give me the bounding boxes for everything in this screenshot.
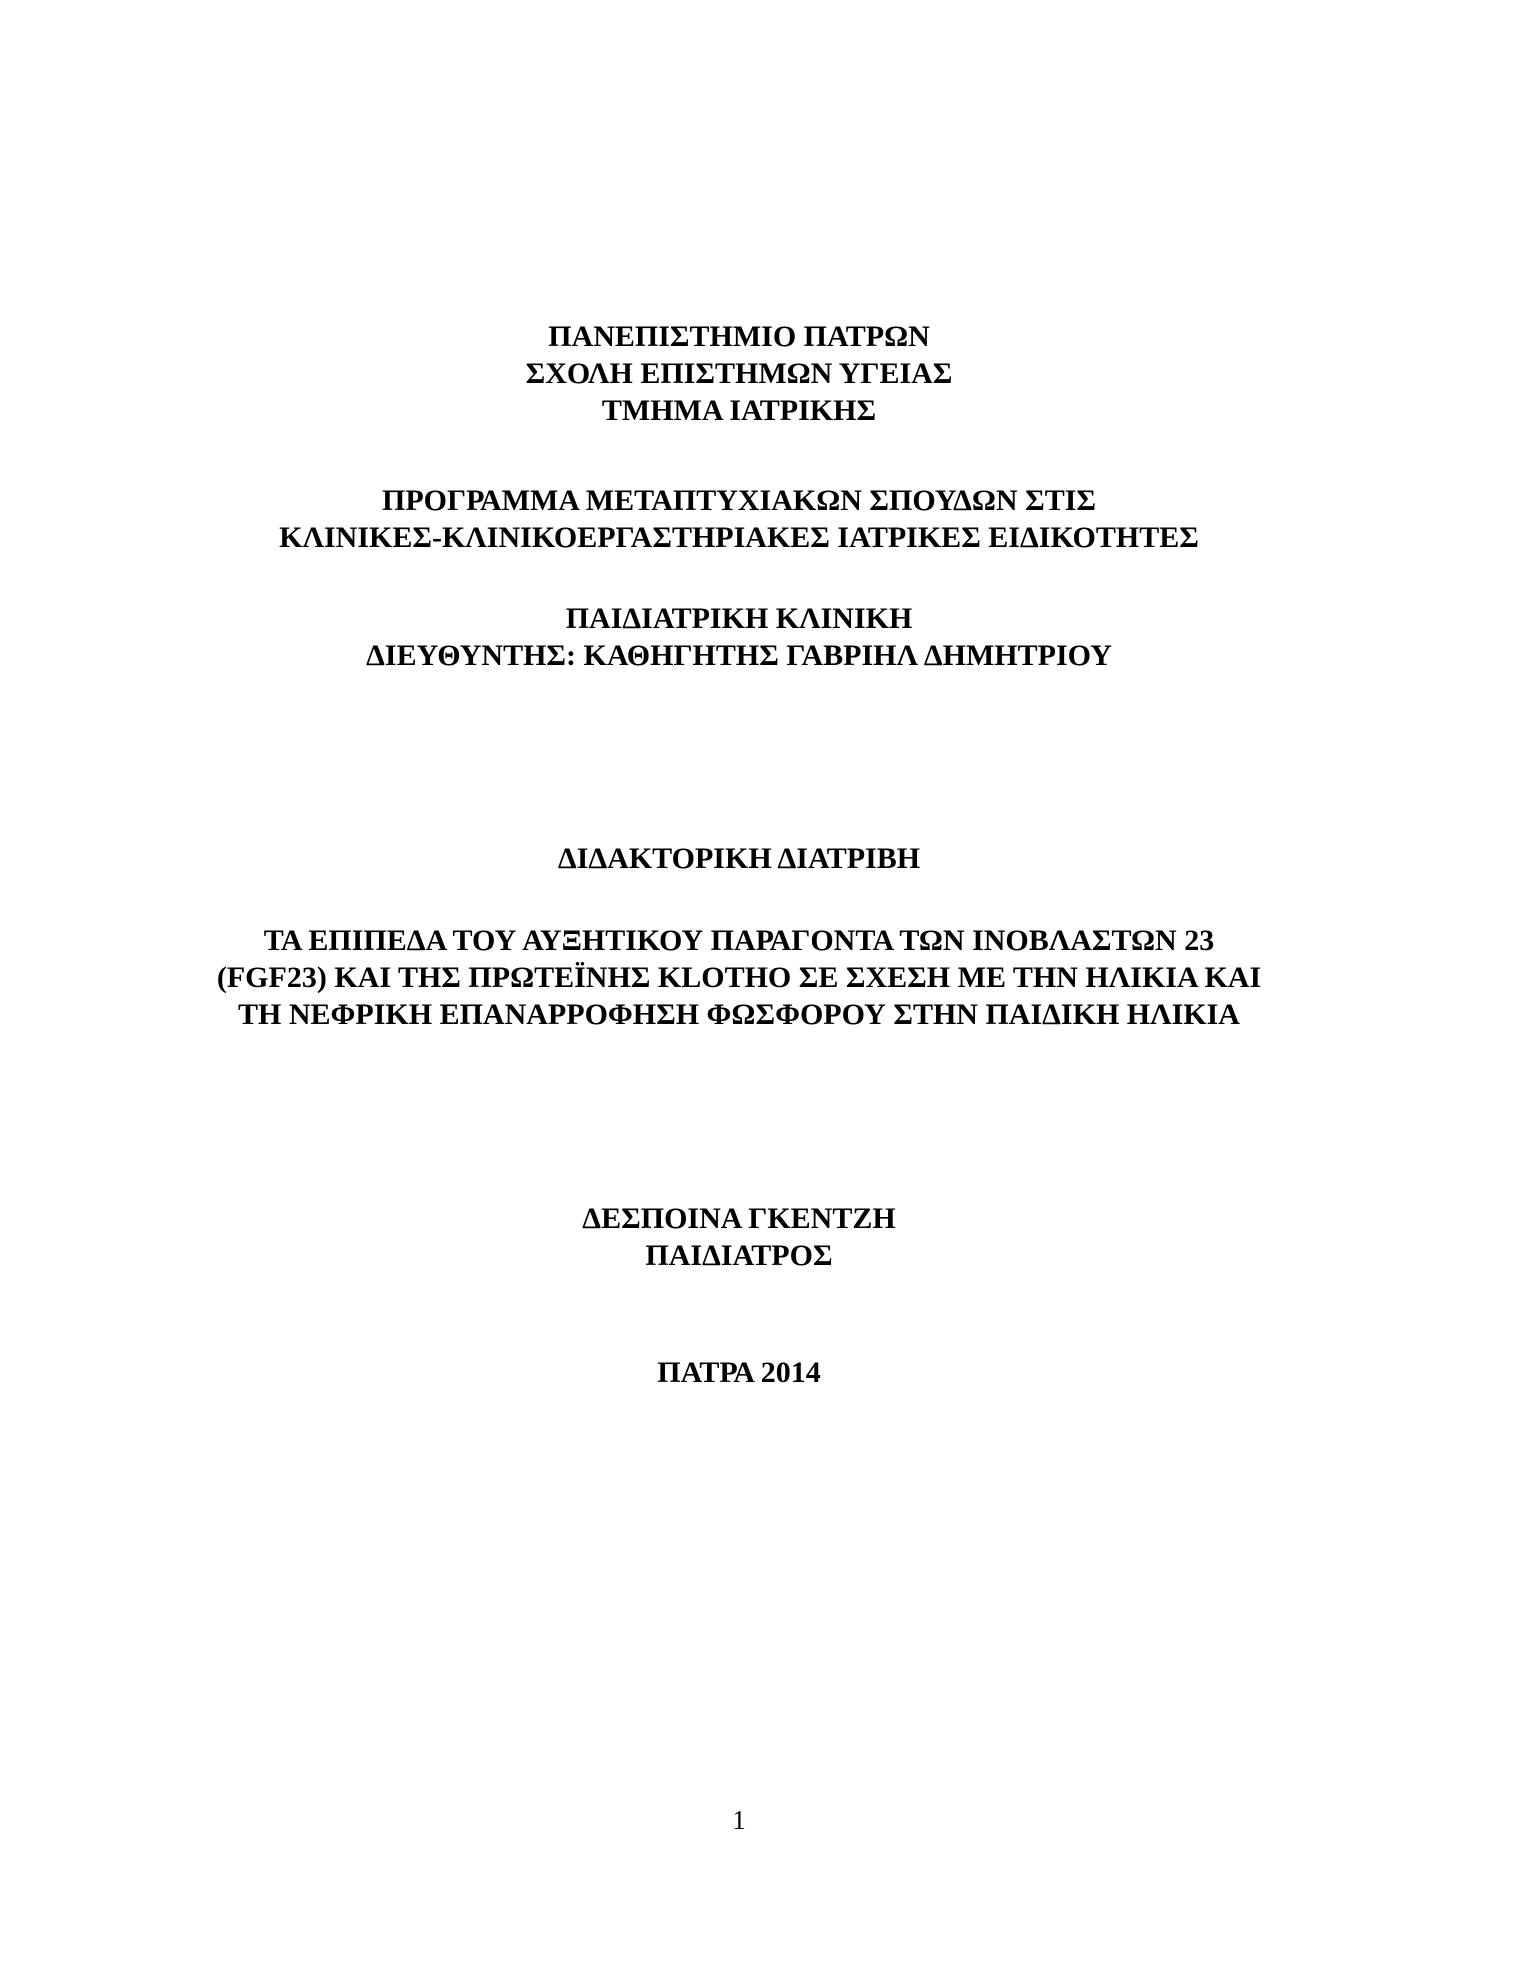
department-name: ΤΜΗΜΑ ΙΑΤΡΙΚΗΣ	[601, 394, 877, 427]
clinic-heading	[0, 600, 1478, 674]
author-specialty: ΠΑΙΔΙΑΤΡΟΣ	[645, 1239, 833, 1272]
thesis-title-line-2: (FGF23) ΚΑΙ ΤΗΣ ΠΡΩΤΕΪΝΗΣ KLOTHO ΣΕ ΣΧΕΣΗ ΜΕ ΤΗΝ ΗΛΙΚΙΑ ΚΑΙ	[216, 961, 1262, 994]
thesis-type-label: ΔΙΔΑΚΤΟΡΙΚΗ ΔΙΑΤΡΙΒΗ	[557, 842, 921, 875]
thesis-title	[0, 922, 1478, 1033]
place-year-text: ΠΑΤΡΑ 2014	[657, 1356, 821, 1389]
thesis-title-line-3: ΤΗ ΝΕΦΡΙΚΗ ΕΠΑΝΑΡΡΟΦΗΣΗ ΦΩΣΦΟΡΟΥ ΣΤΗΝ ΠΑΙΔΙΚΗ ΗΛΙΚΙΑ	[238, 998, 1240, 1031]
program-heading	[0, 482, 1478, 556]
university-header	[0, 318, 1478, 429]
program-line-1: ΠΡΟΓΡΑΜΜΑ ΜΕΤΑΠΤΥΧΙΑΚΩΝ ΣΠΟΥΔΩΝ ΣΤΙΣ	[381, 484, 1097, 517]
author-info	[0, 1200, 1478, 1274]
thesis-type	[0, 840, 1478, 877]
school-name: ΣΧΟΛΗ ΕΠΙΣΤΗΜΩΝ ΥΓΕΙΑΣ	[525, 357, 953, 390]
university-name: ΠΑΝΕΠΙΣΤΗΜΙΟ ΠΑΤΡΩΝ	[548, 320, 930, 353]
author-name: ΔΕΣΠΟΙΝΑ ΓΚΕΝΤΖΗ	[582, 1202, 896, 1235]
clinic-director: ΔΙΕΥΘΥΝΤΗΣ: ΚΑΘΗΓΗΤΗΣ ΓΑΒΡΙΗΛ ΔΗΜΗΤΡΙΟΥ	[366, 639, 1112, 672]
place-and-year	[0, 1354, 1478, 1391]
program-line-2: ΚΛΙΝΙΚΕΣ-ΚΛΙΝΙΚΟΕΡΓΑΣΤΗΡΙΑΚΕΣ ΙΑΤΡΙΚΕΣ ΕΙΔΙΚΟΤΗΤΕΣ	[279, 521, 1199, 554]
clinic-name: ΠΑΙΔΙΑΤΡΙΚΗ ΚΛΙΝΙΚΗ	[565, 602, 913, 635]
page-number: 1	[732, 1805, 746, 1835]
thesis-title-line-1: ΤΑ ΕΠΙΠΕΔΑ ΤΟΥ ΑΥΞΗΤΙΚΟΥ ΠΑΡΑΓΟΝΤΑ ΤΩΝ ΙΝΟΒΛΑΣΤΩΝ 23	[263, 924, 1215, 957]
